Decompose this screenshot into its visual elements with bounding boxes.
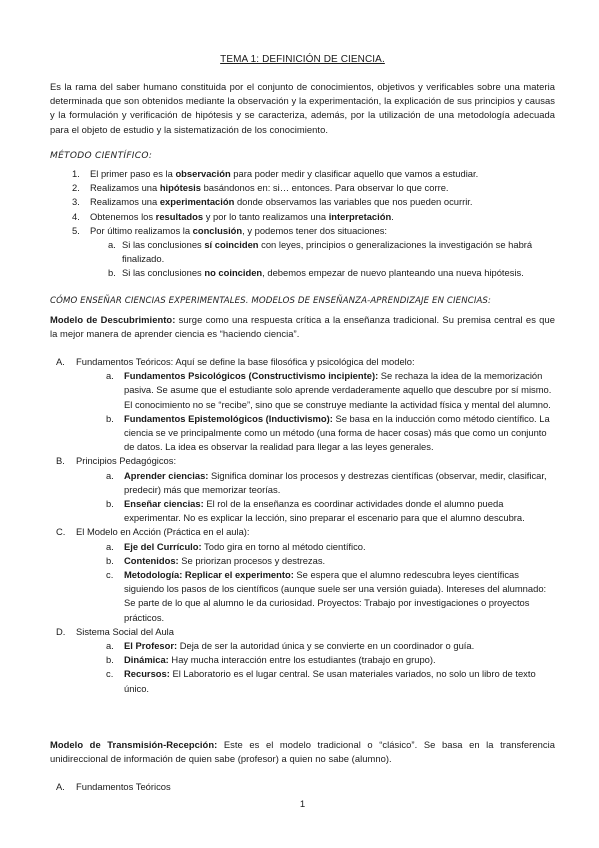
metodo-step: 5. Por último realizamos la conclusión, y podemos tener dos situaciones:	[72, 224, 387, 236]
section-item: a. El Profesor: Deja de ser la autoridad única y se convierte en un coordinador o guía.	[106, 640, 475, 652]
transmision-paragraph: Modelo de Transmisión-Recepción: Este es el modelo tradicional o “clásico”. Se basa en la transferencia unidireccional de información de quien sabe (profesor) a quien no sabe (alumno).	[50, 739, 555, 765]
ensenar-heading: CÓMO ENSEÑAR CIENCIAS EXPERIMENTALES. MODELOS DE ENSEÑANZA-APRENDIZAJE EN CIENCIAS:	[50, 296, 491, 306]
intro-paragraph: Es la rama del saber humano constituida por el conjunto de conocimientos, objetivos y verificables sobre una materia determinada que son obtenidos mediante la observación y la experimentación, la explicación de sus principios y causas y la formulación y verificación de hipótesis y se caracteriza, además, por la utilización de una metodología adecuada para el objeto de estudio y la sistematización de los conocimiento.	[50, 81, 555, 135]
section-item: c. Metodología: Replicar el experimento: Se espera que el alumno redescubra leyes científicas siguiendo los pasos de los científicos (aunque suele ser una versión guiada). Intereses del alumnado: Se parte de lo que al alumno le da curiosidad. Proyectos: Trabajo por investigaciones o proyectos prácticos.	[106, 569, 547, 623]
transmision-first-section: A. Fundamentos Teóricos	[56, 781, 171, 792]
section-heading: C. El Modelo en Acción (Práctica en el aula):	[56, 526, 250, 538]
descubrimiento-paragraph: Modelo de Descubrimiento: surge como una respuesta crítica a la enseñanza tradicional. Su premisa central es que la mejor manera de aprender ciencia es “haciendo ciencia”.	[50, 314, 555, 340]
section-item: a. Eje del Currículo: Todo gira en torno al método científico.	[106, 540, 366, 552]
metodo-step: 3. Realizamos una experimentación donde observamos las variables que nos pueden ocurrir.	[72, 196, 473, 208]
section-heading: D. Sistema Social del Aula	[56, 625, 174, 637]
metodo-heading: MÉTODO CIENTÍFICO:	[50, 151, 153, 161]
page-number: 1	[299, 799, 306, 810]
metodo-step: 1. El primer paso es la observación para poder medir y clasificar aquello que vamos a estudiar.	[72, 168, 479, 179]
section-item: c. Recursos: El Laboratorio es el lugar central. Se usan materiales variados, no solo un libro de texto único.	[106, 668, 536, 694]
section-item: b. Fundamentos Epistemológicos (Inductivismo): Se basa en la inducción como método científico. La ciencia se ve principalmente como un método (una forma de hacer cosas) más que como un conjunto de datos. La idea es observar la realidad para llegar a las leyes generales.	[106, 412, 550, 453]
metodo-step: 2. Realizamos una hipótesis basándonos en: si… entonces. Para observar lo que corre.	[72, 182, 449, 194]
section-heading: B. Principios Pedagógicos:	[56, 455, 177, 467]
descubrimiento-sections	[50, 355, 555, 696]
descubrimiento-label: Modelo de Descubrimiento:	[50, 314, 176, 325]
section-heading: A. Fundamentos Teóricos: Aquí se define la base filosófica y psicológica del modelo:	[56, 356, 415, 367]
section-item: b. Contenidos: Se priorizan procesos y destrezas.	[106, 554, 326, 566]
conclusion-substep: b. Si las conclusiones no coinciden, debemos empezar de nuevo planteando una nueva hipótesis.	[108, 267, 524, 279]
conclusion-substep: a. Si las conclusiones sí coinciden con leyes, principios o generalizaciones la investigación se habrá finalizado.	[108, 239, 533, 265]
section-item: a. Fundamentos Psicológicos (Constructivismo incipiente): Se rechaza la idea de la memorización pasiva. Se asume que el estudiante solo aprende verdaderamente aquello que descubre por sí mismo. El conocimiento no se “recibe”, sino que se construye mediante la actividad física y mental del alumno.	[106, 370, 552, 410]
document-title: TEMA 1: DEFINICIÓN DE CIENCIA.	[220, 54, 385, 65]
section-item: b. Enseñar ciencias: El rol de la enseñanza es coordinar actividades donde el alumno pueda experimentar. No es explicar la lección, sino preparar el escenario para que el alumno descubra.	[106, 498, 525, 524]
section-item: a. Aprender ciencias: Significa dominar los procesos y destrezas científicas (observar, medir, clasificar, predecir) más que memorizar teorías.	[106, 469, 547, 495]
section-item: b. Dinámica: Hay mucha interacción entre los estudiantes (trabajo en grupo).	[106, 654, 436, 666]
metodo-list	[50, 167, 555, 281]
metodo-step: 4. Obtenemos los resultados y por lo tanto realizamos una interpretación.	[72, 210, 394, 222]
transmision-label: Modelo de Transmisión-Recepción:	[50, 739, 218, 750]
